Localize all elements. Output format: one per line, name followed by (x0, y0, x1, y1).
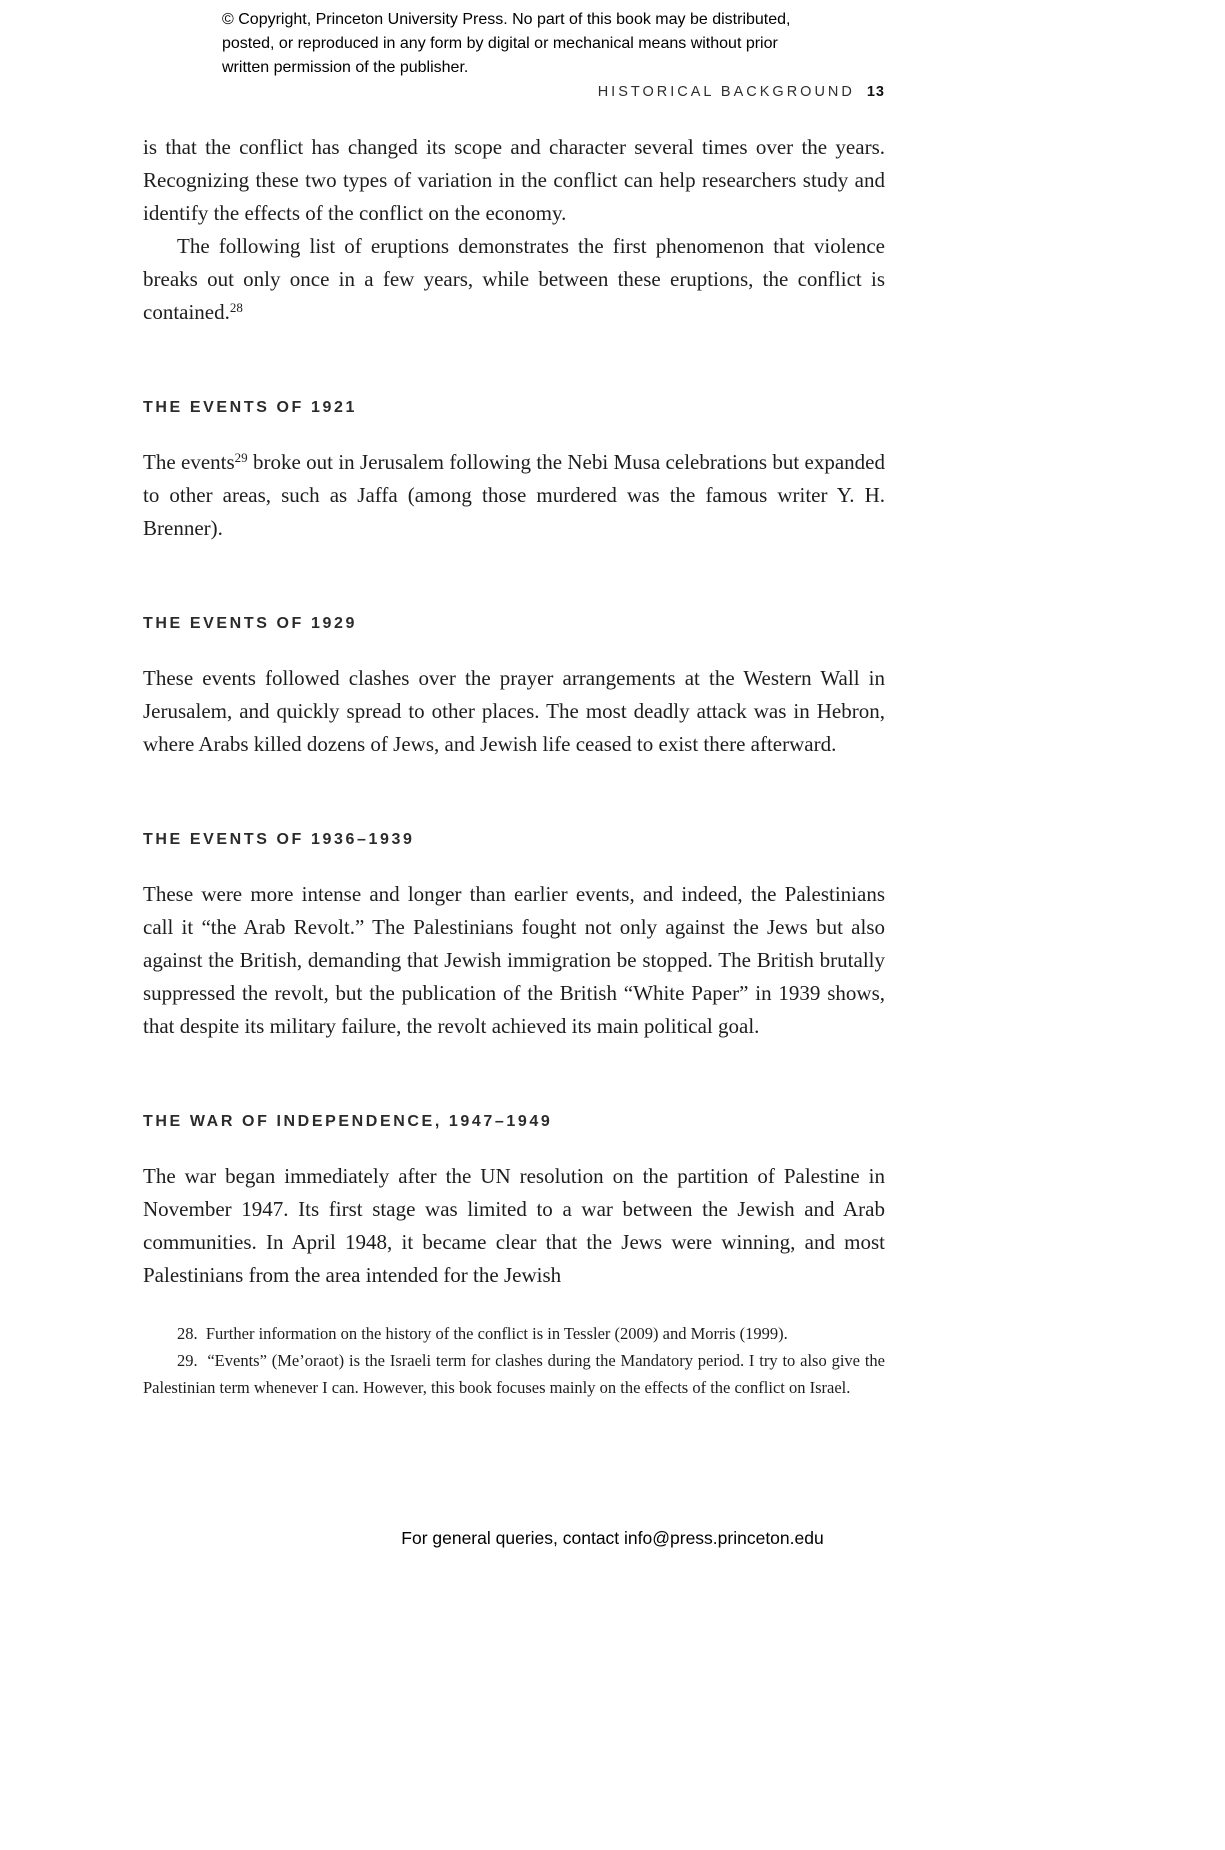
paragraph-text: broke out in Jerusalem following the Nebi Musa celebrations but expanded to other areas, such as Jaffa (among those murdered was the famous writer Y. H. Brenner). (143, 450, 885, 540)
copyright-notice: © Copyright, Princeton University Press. No part of this book may be distributed, posted, or reproduced in any form by digital or mechanical means without prior written permission of the publisher. (222, 11, 791, 76)
section-heading-war-of-independence: THE WAR OF INDEPENDENCE, 1947–1949 (143, 1113, 553, 1130)
paragraph-text: The events (143, 450, 235, 474)
section-heading-events-1921: THE EVENTS OF 1921 (143, 399, 357, 416)
footnote-number: 28. (177, 1324, 198, 1343)
eruptions-paragraph (143, 230, 885, 329)
footnote-ref-28: 28 (229, 300, 243, 315)
footnotes-block (143, 1320, 885, 1401)
footnote-ref-29: 29 (234, 450, 248, 465)
opening-paragraph: is that the conflict has changed its scope and character several times over the years. Recognizing these two types of variation in the conflict can help researchers study and identify the effects of the conflict on the economy. (143, 135, 885, 225)
section-paragraph-events-1936-1939: These were more intense and longer than earlier events, and indeed, the Palestinians call it “the Arab Revolt.” The Palestinians fought not only against the Jews but also against the British, demanding that Jewish immigration be stopped. The British brutally suppressed the revolt, but the publication of the British “White Paper” in 1939 shows, that despite its military failure, the revolt achieved its main political goal. (143, 882, 885, 1038)
footnote-number: 29. (177, 1351, 198, 1370)
section-paragraph-events-1921 (143, 446, 885, 545)
footnote-28 (143, 1320, 885, 1347)
main-text (143, 131, 885, 1401)
paragraph-text: The following list of eruptions demonstrates the first phenomenon that violence breaks out only once in a few years, while between these eruptions, the conflict is contained. (143, 234, 885, 324)
page-number: 13 (866, 84, 885, 100)
section-heading-events-1936-1939: THE EVENTS OF 1936–1939 (143, 831, 415, 848)
section-paragraph-war-of-independence: The war began immediately after the UN resolution on the partition of Palestine in November 1947. Its first stage was limited to a war between the Jewish and Arab communities. In April 1948, it became clear that the Jews were winning, and most Palestinians from the area intended for the Jewish (143, 1164, 885, 1287)
section-heading-events-1929: THE EVENTS OF 1929 (143, 615, 357, 632)
running-header-title: HISTORICAL BACKGROUND (597, 84, 855, 100)
footnote-text: “Events” (Me’oraot) is the Israeli term for clashes during the Mandatory period. I try to also give the Palestinian term whenever I can. However, this book focuses mainly on the effects of the conflict on Israel. (143, 1351, 886, 1397)
section-paragraph-events-1929: These events followed clashes over the prayer arrangements at the Western Wall in Jerusalem, and quickly spread to other places. The most deadly attack was in Hebron, where Arabs killed dozens of Jews, and Jewish life ceased to exist there afterward. (143, 666, 885, 756)
page-footer: For general queries, contact info@press.princeton.edu (401, 1528, 824, 1548)
footnote-text: Further information on the history of the conflict is in Tessler (2009) and Morris (1999). (205, 1324, 788, 1343)
footnote-29 (143, 1347, 885, 1401)
running-header (598, 84, 885, 100)
